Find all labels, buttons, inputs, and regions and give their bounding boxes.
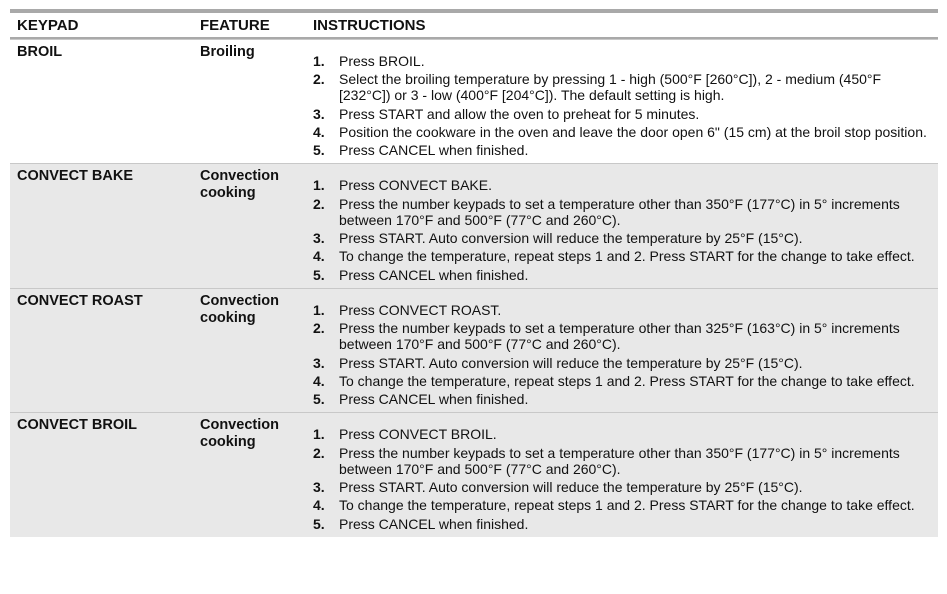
instructions-cell bbox=[313, 413, 938, 536]
step bbox=[313, 53, 938, 69]
step-text: Press CANCEL when finished. bbox=[339, 515, 529, 532]
step-text: Select the broiling temperature by pressing 1 - high (500°F [260°C]), 2 - medium (450°F [232°C]) or 3 - low (400°F [204°C]). The default setting is high. bbox=[339, 71, 882, 104]
feature-cell: Convection cooking bbox=[200, 292, 279, 326]
keypad-instructions-table bbox=[10, 9, 938, 537]
step-number: 4. bbox=[313, 123, 325, 140]
table-row-convect-bake bbox=[10, 163, 938, 287]
step-number: 1. bbox=[313, 301, 325, 318]
step-number: 3. bbox=[313, 354, 325, 371]
step bbox=[313, 71, 938, 103]
step-number: 1. bbox=[313, 426, 325, 443]
step-number: 2. bbox=[313, 195, 325, 212]
table-row-convect-broil bbox=[10, 412, 938, 536]
step-number: 4. bbox=[313, 248, 325, 265]
step-text: Press CONVECT ROAST. bbox=[339, 301, 502, 318]
step bbox=[313, 267, 938, 283]
step-number: 3. bbox=[313, 230, 325, 247]
step bbox=[313, 124, 938, 140]
keypad-cell: CONVECT BAKE bbox=[17, 168, 134, 185]
step-number: 5. bbox=[313, 515, 325, 532]
step-text: Press START. Auto conversion will reduce the temperature by 25°F (15°C). bbox=[339, 230, 803, 247]
step-number: 4. bbox=[313, 497, 325, 514]
step bbox=[313, 302, 938, 318]
step-number: 4. bbox=[313, 372, 325, 389]
step-text: Press CONVECT BAKE. bbox=[339, 177, 493, 194]
table-header bbox=[10, 13, 938, 39]
step-text: To change the temperature, repeat steps 1 and 2. Press START for the change to take effect. bbox=[339, 372, 915, 389]
instructions-cell bbox=[313, 289, 938, 412]
step-number: 2. bbox=[313, 320, 325, 337]
step bbox=[313, 373, 938, 389]
step-text: Press the number keypads to set a temperature other than 350°F (177°C) in 5° increments between 170°F and 500°F (77°C and 260°C). bbox=[339, 444, 900, 477]
keypad-cell: CONVECT BROIL bbox=[17, 417, 138, 434]
step-text: Position the cookware in the oven and leave the door open 6" (15 cm) at the broil stop position. bbox=[339, 123, 927, 140]
feature-cell: Broiling bbox=[200, 44, 255, 60]
keypad-cell: BROIL bbox=[17, 44, 63, 60]
step bbox=[313, 445, 938, 477]
step-number: 3. bbox=[313, 105, 325, 122]
step bbox=[313, 516, 938, 532]
table-row-convect-roast bbox=[10, 288, 938, 412]
step bbox=[313, 355, 938, 371]
step bbox=[313, 177, 938, 193]
step-text: Press CANCEL when finished. bbox=[339, 391, 529, 408]
instructions-cell bbox=[313, 40, 938, 163]
step bbox=[313, 106, 938, 122]
step-text: Press the number keypads to set a temperature other than 325°F (163°C) in 5° increments between 170°F and 500°F (77°C and 260°C). bbox=[339, 320, 900, 353]
header-feature: FEATURE bbox=[200, 16, 270, 34]
step-text: Press BROIL. bbox=[339, 53, 425, 69]
step bbox=[313, 230, 938, 246]
step-text: Press the number keypads to set a temperature other than 350°F (177°C) in 5° increments between 170°F and 500°F (77°C and 260°C). bbox=[339, 195, 900, 228]
feature-cell: Convection cooking bbox=[200, 168, 279, 202]
step bbox=[313, 142, 938, 158]
step-number: 2. bbox=[313, 71, 325, 88]
step-text: To change the temperature, repeat steps 1 and 2. Press START for the change to take effect. bbox=[339, 248, 915, 265]
step-text: Press CONVECT BROIL. bbox=[339, 426, 497, 443]
feature-cell: Convection cooking bbox=[200, 417, 279, 451]
instructions-cell bbox=[313, 164, 938, 287]
table-row-broil bbox=[10, 39, 938, 163]
header-keypad: KEYPAD bbox=[17, 16, 79, 34]
header-instructions: INSTRUCTIONS bbox=[313, 16, 426, 34]
step-text: Press CANCEL when finished. bbox=[339, 142, 529, 159]
step-number: 5. bbox=[313, 266, 325, 283]
step-number: 2. bbox=[313, 444, 325, 461]
step bbox=[313, 497, 938, 513]
step bbox=[313, 320, 938, 352]
step bbox=[313, 426, 938, 442]
step-text: Press START and allow the oven to preheat for 5 minutes. bbox=[339, 105, 700, 122]
steps-list bbox=[313, 53, 938, 158]
step-number: 5. bbox=[313, 391, 325, 408]
step bbox=[313, 391, 938, 407]
step-number: 3. bbox=[313, 479, 325, 496]
step-number: 1. bbox=[313, 53, 325, 69]
steps-list bbox=[313, 302, 938, 407]
step bbox=[313, 248, 938, 264]
step-text: Press START. Auto conversion will reduce the temperature by 25°F (15°C). bbox=[339, 354, 803, 371]
step-text: Press START. Auto conversion will reduce the temperature by 25°F (15°C). bbox=[339, 479, 803, 496]
step-number: 1. bbox=[313, 177, 325, 194]
step-text: Press CANCEL when finished. bbox=[339, 266, 529, 283]
step-text: To change the temperature, repeat steps 1 and 2. Press START for the change to take effect. bbox=[339, 497, 915, 514]
keypad-cell: CONVECT ROAST bbox=[17, 292, 143, 309]
step bbox=[313, 196, 938, 228]
steps-list bbox=[313, 177, 938, 282]
step bbox=[313, 479, 938, 495]
step-number: 5. bbox=[313, 142, 325, 159]
steps-list bbox=[313, 426, 938, 531]
